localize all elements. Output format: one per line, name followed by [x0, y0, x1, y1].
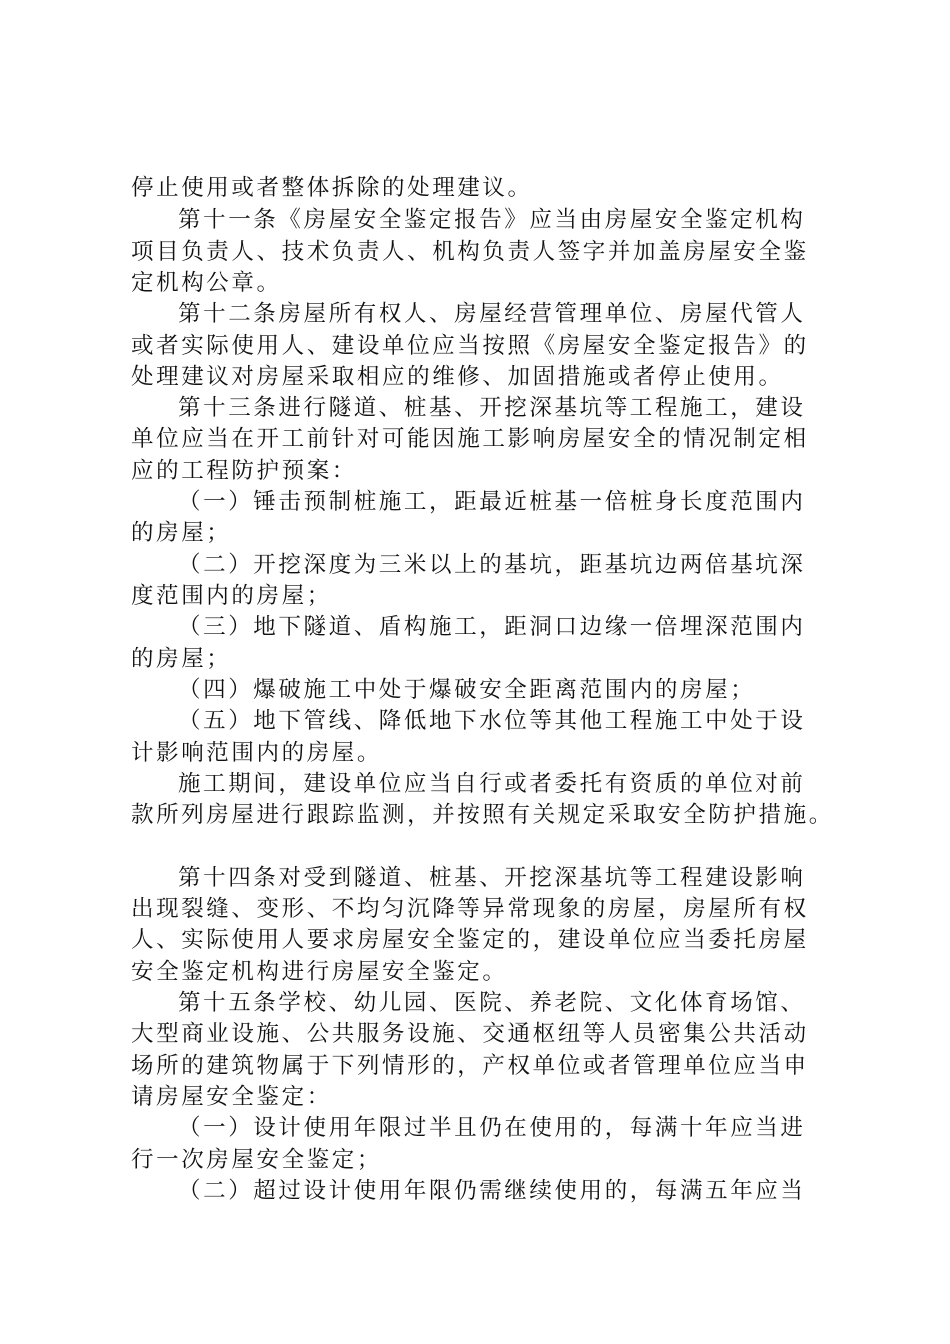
text-line: 的房屋；	[131, 520, 232, 546]
text-line: 应的工程防护预案：	[131, 458, 357, 484]
text-line: 第十二条房屋所有权人、房屋经营管理单位、房屋代管人	[178, 301, 806, 327]
text-line: （五）地下管线、降低地下水位等其他工程施工中处于设	[178, 708, 806, 734]
text-line: 大型商业设施、公共服务设施、交通枢纽等人员密集公共活动	[131, 1021, 809, 1047]
text-line: 行一次房屋安全鉴定；	[131, 1147, 383, 1173]
text-line: 人、实际使用人要求房屋安全鉴定的，建设单位应当委托房屋	[131, 927, 809, 953]
text-line: 施工期间，建设单位应当自行或者委托有资质的单位对前	[178, 771, 806, 797]
text-line: 项目负责人、技术负责人、机构负责人签字并加盖房屋安全鉴	[131, 239, 809, 265]
text-line: 第十一条《房屋安全鉴定报告》应当由房屋安全鉴定机构	[178, 207, 806, 233]
text-line: （二）开挖深度为三米以上的基坑，距基坑边两倍基坑深	[178, 552, 806, 578]
text-line: 定机构公章。	[131, 270, 282, 296]
text-line: 请房屋安全鉴定：	[131, 1084, 332, 1110]
text-line: 停止使用或者整体拆除的处理建议。	[131, 175, 533, 201]
text-line: 出现裂缝、变形、不均匀沉降等异常现象的房屋，房屋所有权	[131, 896, 809, 922]
text-line: （三）地下隧道、盾构施工，距洞口边缘一倍埋深范围内	[178, 614, 806, 640]
text-line: 第十三条进行隧道、桩基、开挖深基坑等工程施工，建设	[178, 395, 806, 421]
text-line: 单位应当在开工前针对可能因施工影响房屋安全的情况制定相	[131, 426, 809, 452]
text-line: 场所的建筑物属于下列情形的，产权单位或者管理单位应当申	[131, 1053, 809, 1079]
text-line: 第十四条对受到隧道、桩基、开挖深基坑等工程建设影响	[178, 865, 806, 891]
text-line: （四）爆破施工中处于爆破安全距离范围内的房屋；	[178, 677, 756, 703]
text-line: 安全鉴定机构进行房屋安全鉴定。	[131, 959, 508, 985]
text-line: 的房屋；	[131, 646, 232, 672]
text-line: （一）设计使用年限过半且仍在使用的，每满十年应当进	[178, 1115, 806, 1141]
text-line: 或者实际使用人、建设单位应当按照《房屋安全鉴定报告》的	[131, 333, 809, 359]
text-line: （二）超过设计使用年限仍需继续使用的，每满五年应当	[178, 1178, 806, 1204]
text-line: 第十五条学校、幼儿园、医院、养老院、文化体育场馆、	[178, 990, 806, 1016]
text-line: （一）锤击预制桩施工，距最近桩基一倍桩身长度范围内	[178, 489, 806, 515]
text-line: 款所列房屋进行跟踪监测，并按照有关规定采取安全防护措施。	[131, 802, 834, 828]
text-line: 度范围内的房屋；	[131, 583, 332, 609]
text-line: 处理建议对房屋采取相应的维修、加固措施或者停止使用。	[131, 364, 784, 390]
text-line: 计影响范围内的房屋。	[131, 740, 383, 766]
